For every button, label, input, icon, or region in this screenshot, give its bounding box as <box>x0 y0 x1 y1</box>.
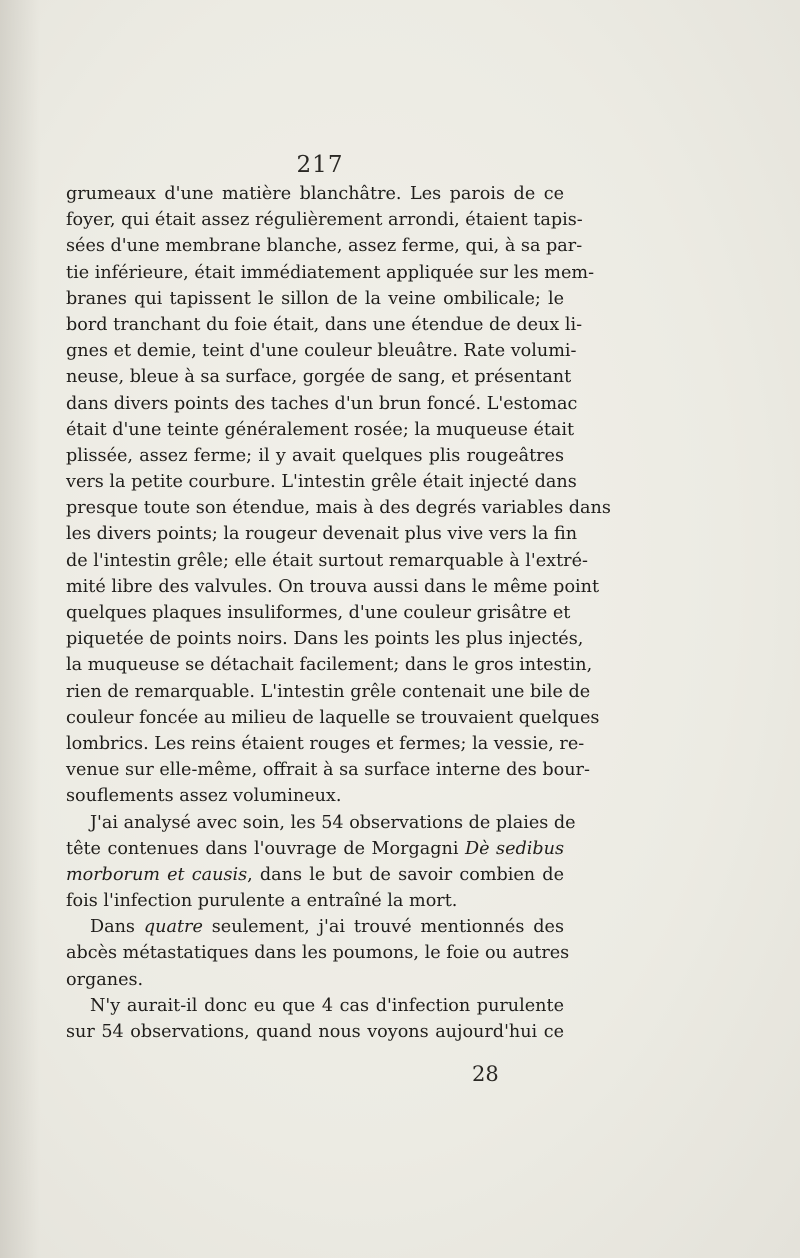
text-line: vers la petite courbure. L'intestin grêle était injecté dans <box>66 472 577 493</box>
italic-title: Dè sedibus <box>465 838 564 859</box>
text-line: grumeaux d'une matière blanchâtre. Les parois de ce <box>66 184 564 204</box>
italic-title: morborum et causis <box>66 864 248 885</box>
paragraph-start-line: N'y aurait-il donc eu que 4 cas d'infection purulente <box>90 995 564 1016</box>
gutter-shadow <box>0 0 40 1258</box>
text-line: neuse, bleue à sa surface, gorgée de sang, et présentant <box>66 367 572 388</box>
paragraph-end-line: organes. <box>66 969 144 990</box>
text-line-with-italic: morborum et causis, dans le but de savoir combien de <box>66 864 564 885</box>
text-line: sées d'une membrane blanche, assez ferme, qui, à sa par- <box>66 236 583 257</box>
paragraph-end-line: souflements assez volumineux. <box>66 786 342 807</box>
text-line: presque toute son étendue, mais à des degrés variables dans <box>66 498 611 519</box>
text-line: plissée, assez ferme; il y avait quelques plis rougeâtres <box>66 445 564 466</box>
text-line: piquetée de points noirs. Dans les points les plus injectés, <box>66 629 584 650</box>
text-line: venue sur elle-même, offrait à sa surface interne des bour- <box>66 760 590 781</box>
text-line-with-italic: tête contenues dans l'ouvrage de Morgagni Dè sedibus <box>66 838 564 859</box>
text-line: sur 54 observations, quand nous voyons aujourd'hui ce <box>66 1022 564 1042</box>
text-line: rien de remarquable. L'intestin grêle contenait une bile de <box>66 681 591 702</box>
text-line: mité libre des valvules. On trouva aussi dans le même point <box>66 576 600 597</box>
text-line: gnes et demie, teint d'une couleur bleuâtre. Rate volumi- <box>66 341 577 362</box>
text-line: couleur foncée au milieu de laquelle se trouvaient quelques <box>66 707 600 728</box>
paragraph-start-line: J'ai analysé avec soin, les 54 observations de plaies de <box>90 812 576 833</box>
text-line: foyer, qui était assez régulièrement arrondi, étaient tapis- <box>66 210 583 231</box>
text-line: tie inférieure, était immédiatement appliquée sur les mem- <box>66 262 595 283</box>
page-number: 217 <box>296 152 344 178</box>
text-line: la muqueuse se détachait facilement; dans le gros intestin, <box>66 655 593 676</box>
paragraph-end-line: fois l'infection purulente a entraîné la mort. <box>66 891 458 912</box>
text-line: abcès métastatiques dans les poumons, le foie ou autres <box>66 943 570 964</box>
text-line: de l'intestin grêle; elle était surtout remarquable à l'extré- <box>66 550 588 571</box>
text-line: dans divers points des taches d'un brun foncé. L'estomac <box>66 393 578 414</box>
text-line: était d'une teinte généralement rosée; la muqueuse était <box>66 419 575 440</box>
italic-word: quatre <box>143 917 203 938</box>
text-line: branes qui tapissent le sillon de la veine ombilicale; le <box>66 288 564 309</box>
text-line: quelques plaques insuliformes, d'une couleur grisâtre et <box>66 603 571 623</box>
body-text <box>66 181 611 1045</box>
text-line: les divers points; la rougeur devenait plus vive vers la fin <box>66 524 578 545</box>
text-line: lombrics. Les reins étaient rouges et fermes; la vessie, re- <box>66 733 585 754</box>
paragraph-start-line: Dans quatre seulement, j'ai trouvé mentionnés des <box>90 917 564 938</box>
signature-mark: 28 <box>472 1062 499 1086</box>
text-line: bord tranchant du foie était, dans une étendue de deux li- <box>66 314 583 335</box>
